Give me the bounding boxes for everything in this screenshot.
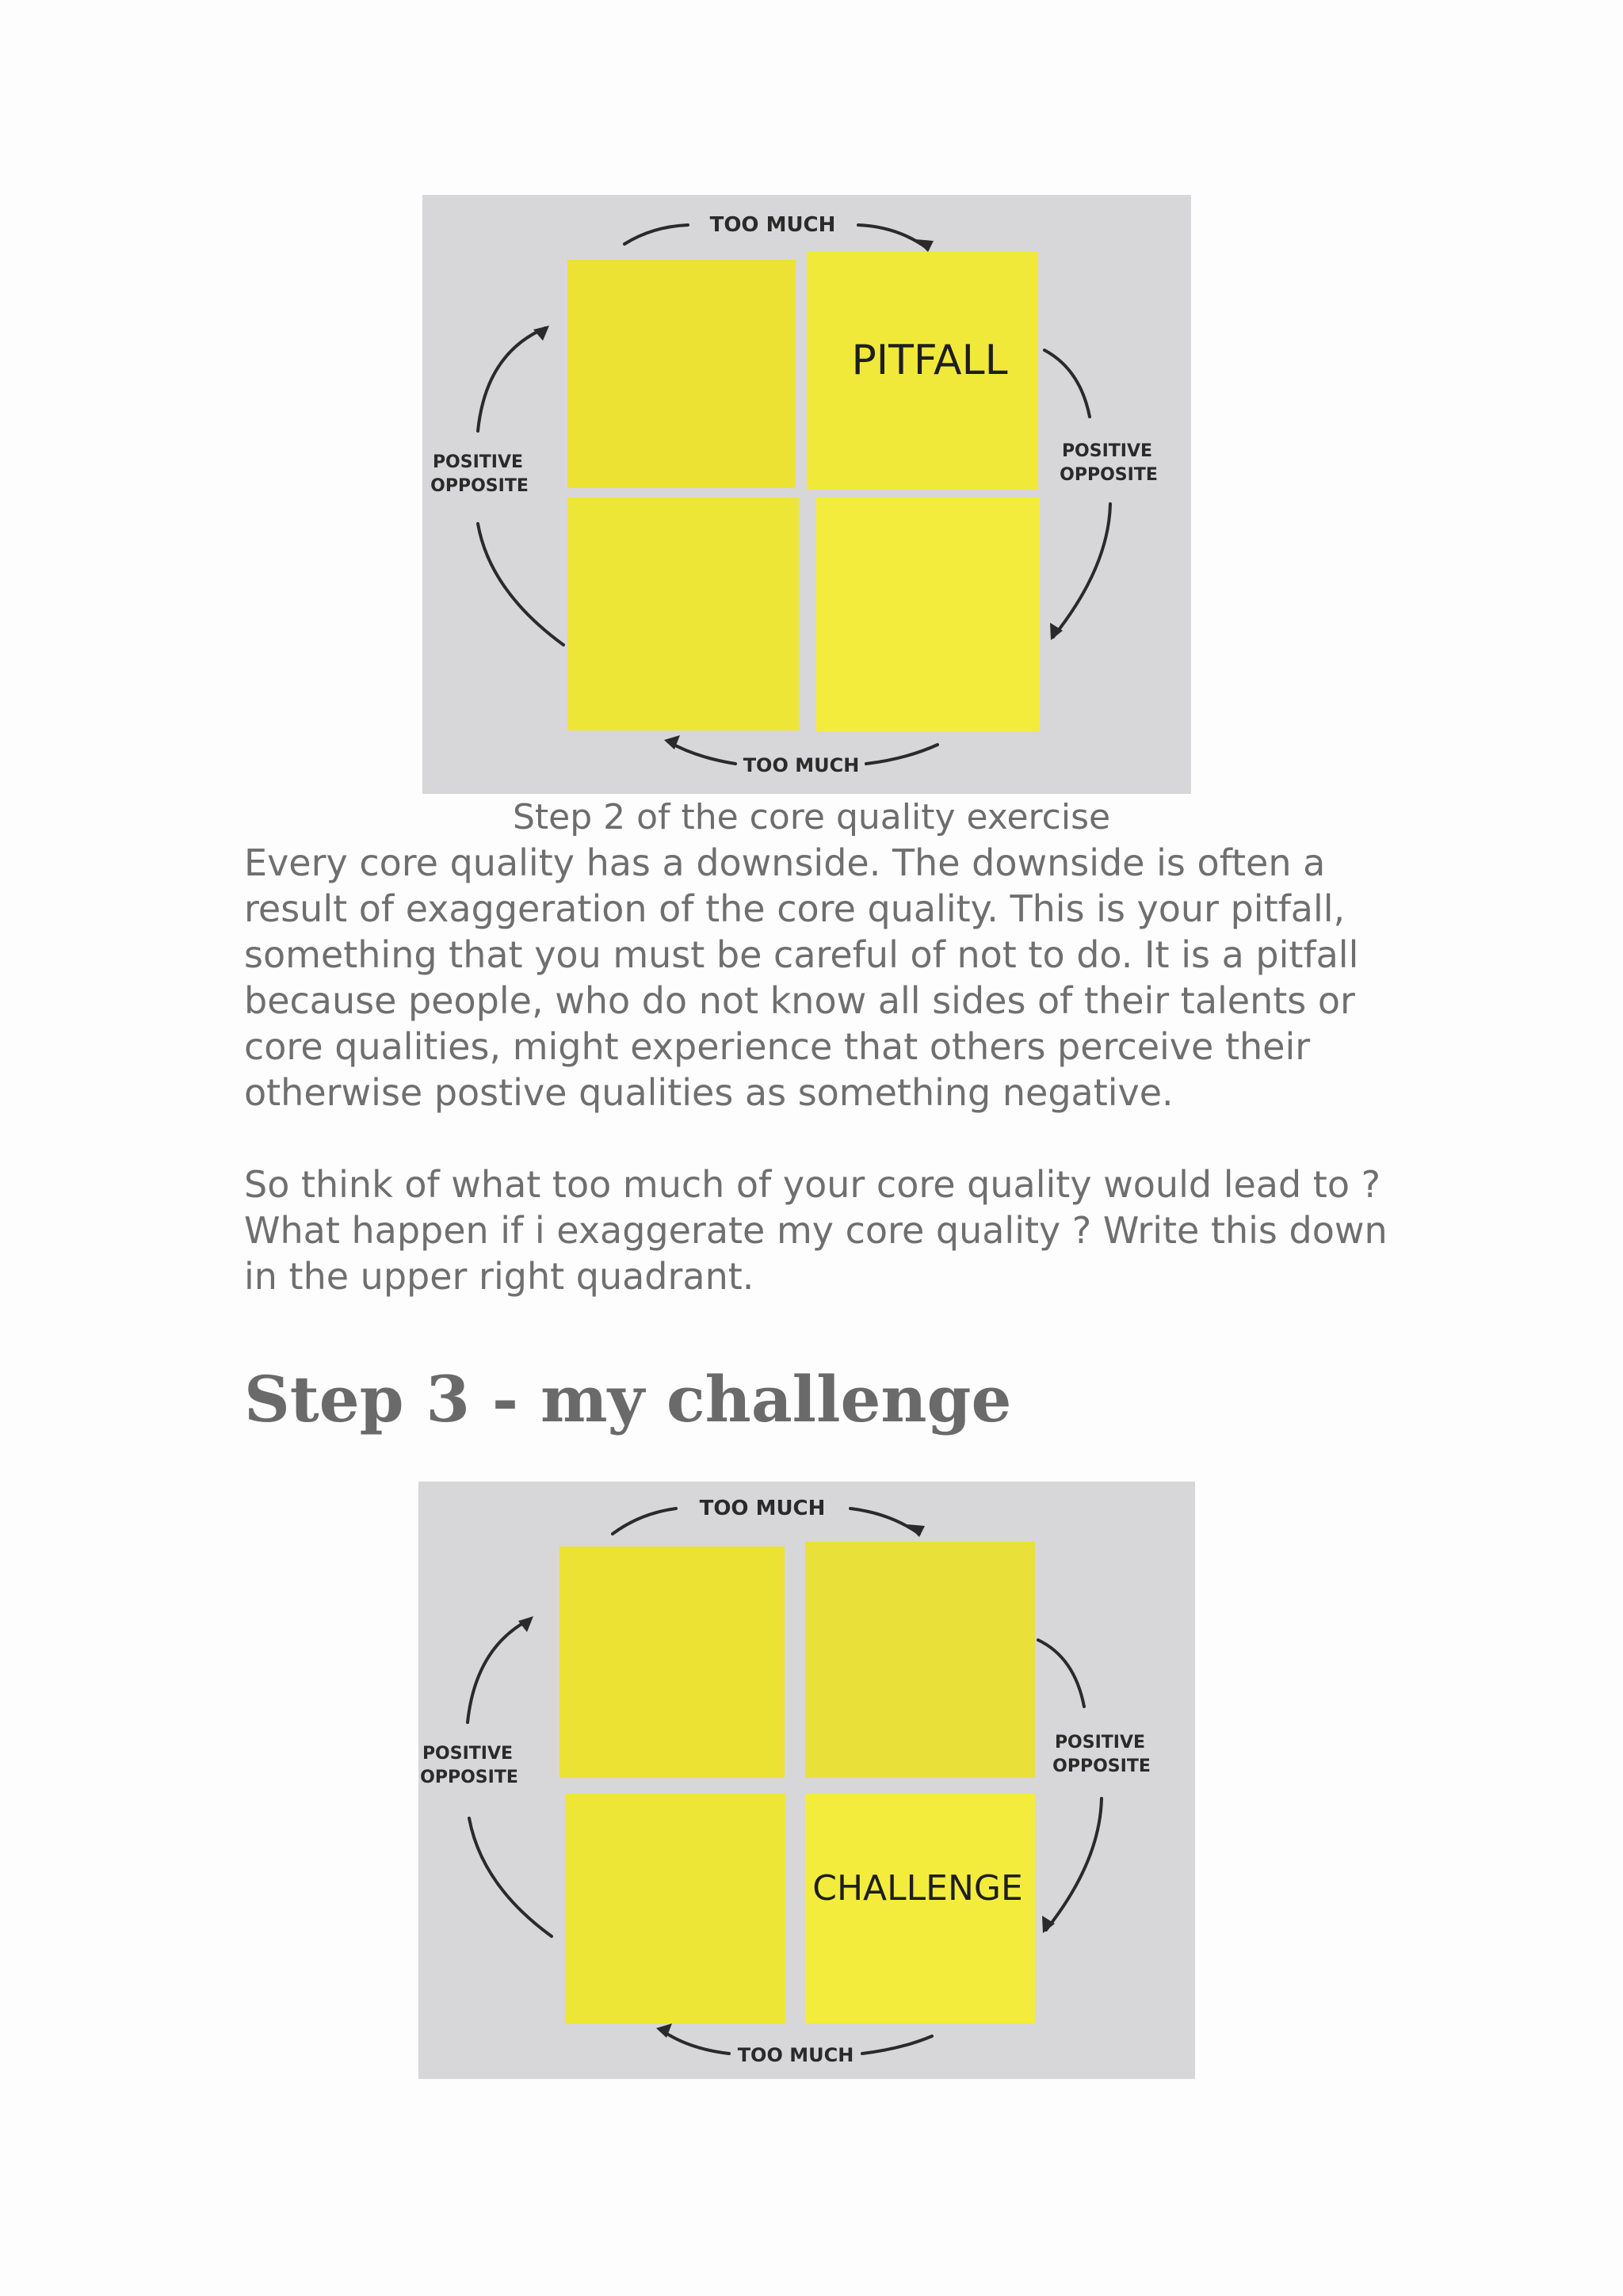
label-opposite-right: OPPOSITE <box>1052 1756 1151 1776</box>
label-positive-left: POSITIVE <box>432 452 524 472</box>
sticky-note-top-left <box>567 260 796 488</box>
arrow-right-down <box>1053 504 1110 637</box>
arrowhead-top-right <box>907 1524 925 1537</box>
arrow-right-top <box>1038 1640 1084 1707</box>
core-quadrant-drawing <box>422 195 1191 794</box>
label-opposite-right: OPPOSITE <box>1060 465 1158 485</box>
arrow-top <box>624 225 688 244</box>
arrowhead-right-down <box>1042 1916 1055 1933</box>
arrow-bottom-right <box>862 2036 932 2054</box>
arrow-right-down <box>1046 1798 1102 1930</box>
core-quadrant-drawing-2 <box>418 1482 1195 2079</box>
arrow-top-right <box>858 225 928 249</box>
sticky-note-top-right <box>805 1542 1035 1778</box>
core-quadrant-photo-challenge <box>418 1482 1195 2079</box>
arrow-top <box>613 1508 676 1534</box>
sticky-note-bottom-left <box>565 1794 785 2023</box>
sticky-note-bottom-right <box>805 1794 1035 2023</box>
arrow-bottom-left <box>661 2030 729 2054</box>
arrow-bottom-left <box>668 742 735 764</box>
sticky-note-bottom-right <box>816 498 1040 732</box>
label-too-much-bottom: TOO MUCH <box>743 754 860 776</box>
label-too-much-top: TOO MUCH <box>709 213 836 237</box>
note-label-challenge: CHALLENGE <box>812 1868 1023 1909</box>
arrowhead-top-right <box>915 239 934 252</box>
arrow-left-down <box>478 524 563 645</box>
label-too-much-bottom: TOO MUCH <box>737 2044 854 2066</box>
label-too-much-top: TOO MUCH <box>699 1497 826 1520</box>
arrow-left-up <box>478 328 545 431</box>
arrow-left-up <box>468 1619 529 1722</box>
label-positive-left: POSITIVE <box>422 1744 514 1764</box>
paragraph-pitfall-explanation: Every core quality has a downside. The downside is often a result of exaggeration of the core quality. This is your pitfall, something that you must be careful of not to do. It is a pitfall because people, who do not know all sides of their talents or core qualities, might experience that others perceive their otherwise postive qualities as something negative. <box>244 841 1359 1114</box>
arrow-right-top <box>1044 350 1090 417</box>
arrow-left-down <box>469 1818 552 1936</box>
label-opposite-left: OPPOSITE <box>420 1768 518 1787</box>
sticky-note-bottom-left <box>567 498 799 730</box>
core-quadrant-photo-pitfall <box>422 195 1191 794</box>
arrow-top-right <box>850 1508 919 1534</box>
label-positive-right: POSITIVE <box>1061 441 1153 461</box>
figure-caption: Step 2 of the core quality exercise <box>512 797 1111 837</box>
section-heading: Step 3 - my challenge <box>244 1362 1012 1436</box>
label-positive-right: POSITIVE <box>1054 1733 1146 1753</box>
arrow-bottom-right <box>866 745 938 764</box>
paragraph-pitfall-instruction: So think of what too much of your core quality would lead to ? What happen if i exaggerate my core quality ? Write this down in the upper right quadrant. <box>244 1163 1388 1298</box>
sticky-note-top-left <box>559 1547 785 1778</box>
note-label-pitfall: PITFALL <box>851 337 1008 384</box>
label-opposite-left: OPPOSITE <box>430 476 529 496</box>
